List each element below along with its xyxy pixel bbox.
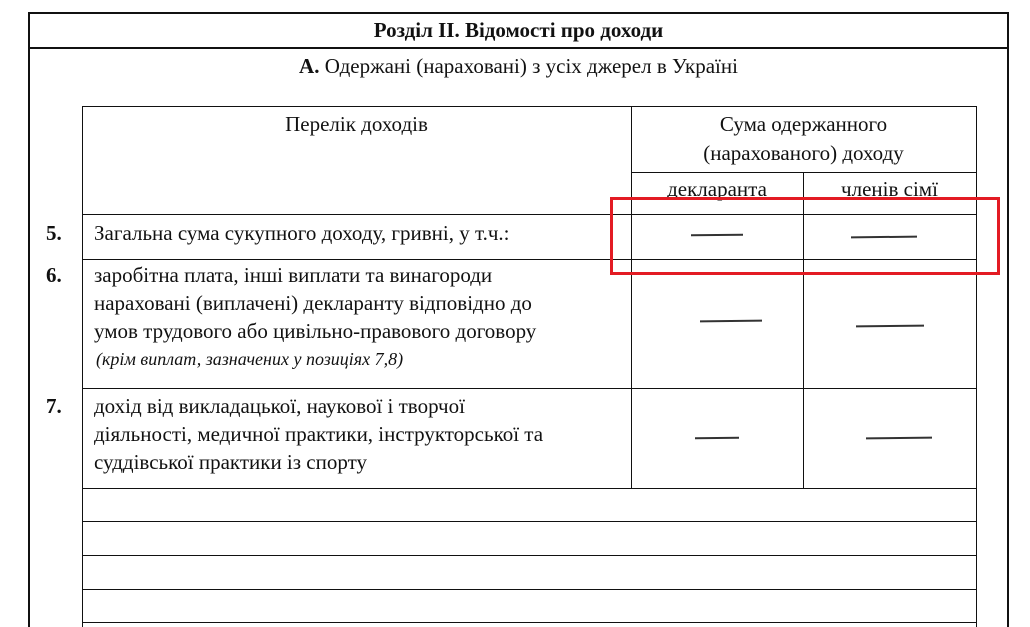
- section-subtitle: [28, 52, 1009, 81]
- row-7-line-3: суддівської практики із спорту: [94, 450, 367, 474]
- empty-row-line-3: [82, 589, 977, 590]
- row-7-declarant-dash: [695, 437, 739, 439]
- subtitle-prefix: А.: [299, 54, 320, 78]
- row-7-line-1: дохід від викладацької, наукової і творчої: [94, 394, 465, 418]
- table-top-line: [82, 106, 977, 107]
- column-header-income-list: Перелік доходів: [285, 112, 428, 136]
- table-left-line: [82, 106, 83, 627]
- row-number: 6.: [46, 263, 62, 287]
- row-6-note: (крім виплат, зазначених у позиціях 7,8): [96, 349, 404, 369]
- empty-row-line-2: [82, 555, 977, 556]
- row-6-line-1: заробітна плата, інші виплати та винагороди: [94, 263, 493, 287]
- row-7-line-2: діяльності, медичної практики, інструкторської та: [94, 422, 544, 446]
- subheader-line: [631, 172, 977, 173]
- empty-row-line-4: [82, 622, 977, 623]
- title-underline: [28, 47, 1009, 49]
- row-6-family-dash: [856, 325, 924, 327]
- row-number: 5.: [46, 221, 62, 245]
- row-6-bottom-line: [82, 388, 977, 389]
- row-7-bottom-line: [82, 488, 977, 489]
- outer-frame-top: [28, 12, 1009, 14]
- column-header-declarant: декларанта: [667, 177, 767, 201]
- column-header-family: членів сімї: [841, 177, 938, 201]
- row-6-declarant-dash: [700, 320, 762, 322]
- column-header-sum-line1: Сума одержанного: [719, 112, 888, 136]
- empty-row-line-1: [82, 521, 977, 522]
- row-number: 7.: [46, 394, 62, 418]
- row-6-line-2: нараховані (виплачені) декларанту відповідно до: [94, 291, 532, 315]
- row-5-description: Загальна сума сукупного доходу, гривні, у т.ч.:: [94, 221, 510, 245]
- row-7-family-dash: [866, 437, 932, 439]
- subtitle-text: Одержані (нараховані) з усіх джерел в Україні: [324, 54, 738, 78]
- highlight-box: [610, 197, 1000, 275]
- column-header-sum-line2: (нарахованого) доходу: [703, 141, 904, 165]
- table-right-line: [976, 106, 977, 627]
- section-title: Розділ ІІ. Відомості про доходи: [373, 18, 664, 42]
- outer-frame-right: [1007, 12, 1009, 627]
- row-6-line-3: умов трудового або цивільно-правового договору: [94, 319, 537, 343]
- outer-frame-left: [28, 12, 30, 627]
